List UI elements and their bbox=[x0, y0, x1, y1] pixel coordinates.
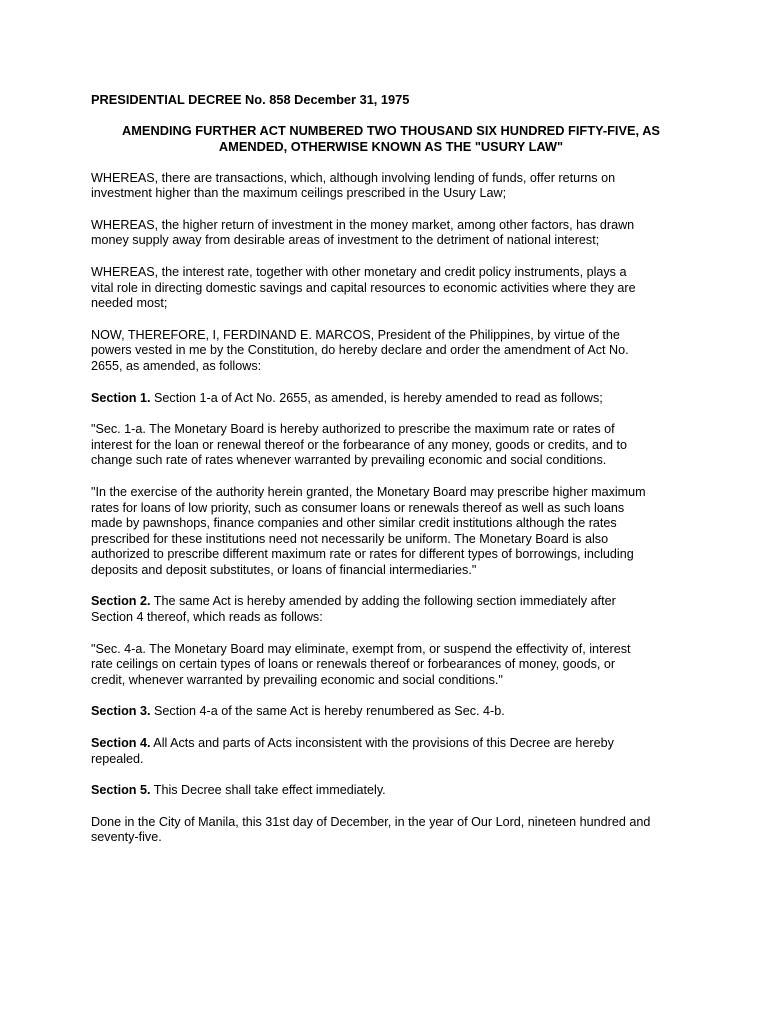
paragraph-line: made by pawnshops, finance companies and other similar credit institutions although the rates bbox=[91, 516, 617, 531]
subtitle-line: AMENDED, OTHERWISE KNOWN AS THE "USURY LAW" bbox=[218, 138, 564, 154]
document-heading: PRESIDENTIAL DECREE No. 858 December 31, 1975 bbox=[91, 92, 410, 107]
section-text: Section 4-a of the same Act is hereby renumbered as Sec. 4-b. bbox=[150, 704, 505, 719]
paragraph-line bbox=[91, 736, 691, 752]
paragraph-line: vital role in directing domestic savings and capital resources to economic activities where they are bbox=[91, 280, 636, 295]
section-label: Section 2. bbox=[91, 594, 151, 609]
section-text: Section 1-a of Act No. 2655, as amended, is hereby amended to read as follows; bbox=[150, 390, 603, 405]
section-label: Section 3. bbox=[91, 704, 151, 719]
paragraph-line bbox=[91, 704, 691, 720]
paragraph-line: 2655, as amended, as follows: bbox=[91, 358, 262, 373]
paragraph bbox=[91, 815, 691, 846]
section-text: The same Act is hereby amended by adding the following section immediately after bbox=[150, 594, 616, 609]
paragraph-line: authorized to prescribe different maximum rate or rates for different types of borrowings, including bbox=[91, 547, 634, 562]
subtitle-line: AMENDING FURTHER ACT NUMBERED TWO THOUSAND SIX HUNDRED FIFTY-FIVE, AS bbox=[122, 122, 660, 138]
paragraph bbox=[91, 171, 691, 202]
paragraph-line: seventy-five. bbox=[91, 830, 162, 845]
paragraph bbox=[91, 265, 691, 312]
paragraph-line: interest for the loan or renewal thereof or the forbearance of any money, goods or credits, and to bbox=[91, 437, 628, 452]
paragraph-line: money supply away from desirable areas of investment to the detriment of national interest; bbox=[91, 233, 600, 248]
document-subtitle bbox=[91, 123, 691, 155]
paragraph-line bbox=[91, 594, 691, 610]
section-paragraph bbox=[91, 704, 691, 720]
paragraph-line: WHEREAS, there are transactions, which, although involving lending of funds, offer returns on bbox=[91, 170, 616, 185]
paragraph-list bbox=[91, 171, 691, 846]
paragraph-line: credit, whenever warranted by prevailing economic and social conditions." bbox=[91, 672, 503, 687]
section-text: All Acts and parts of Acts inconsistent with the provisions of this Decree are hereby bbox=[150, 736, 614, 751]
section-paragraph bbox=[91, 736, 691, 767]
paragraph bbox=[91, 422, 691, 469]
paragraph bbox=[91, 328, 691, 375]
paragraph-line: rate ceilings on certain types of loans or renewals thereof or forbearances of money, goods, or bbox=[91, 657, 616, 672]
section-label: Section 5. bbox=[91, 783, 151, 798]
paragraph-line: repealed. bbox=[91, 751, 144, 766]
paragraph-line: change such rate of rates whenever warranted by prevailing economic and social conditions. bbox=[91, 453, 607, 468]
paragraph-line: needed most; bbox=[91, 296, 168, 311]
paragraph-line: WHEREAS, the interest rate, together with other monetary and credit policy instruments, plays a bbox=[91, 264, 627, 279]
document-body bbox=[91, 92, 691, 862]
paragraph-line: investment higher than the maximum ceilings prescribed in the Usury Law; bbox=[91, 186, 507, 201]
paragraph-line: Section 4 thereof, which reads as follows: bbox=[91, 610, 323, 625]
paragraph-line: deposits and deposit substitutes, or loans of financial intermediaries." bbox=[91, 562, 477, 577]
paragraph-line: "In the exercise of the authority herein granted, the Monetary Board may prescribe higher maximum bbox=[91, 484, 646, 499]
section-paragraph bbox=[91, 594, 691, 625]
paragraph bbox=[91, 485, 691, 579]
paragraph bbox=[91, 218, 691, 249]
paragraph bbox=[91, 642, 691, 689]
paragraph-line: WHEREAS, the higher return of investment in the money market, among other factors, has drawn bbox=[91, 217, 635, 232]
section-paragraph bbox=[91, 783, 691, 799]
paragraph-line bbox=[91, 391, 691, 407]
paragraph-line: NOW, THEREFORE, I, FERDINAND E. MARCOS, President of the Philippines, by virtue of the bbox=[91, 327, 620, 342]
section-paragraph bbox=[91, 391, 691, 407]
paragraph-line: rates for loans of low priority, such as consumer loans or renewals thereof as well as such loans bbox=[91, 500, 625, 515]
paragraph-line: Done in the City of Manila, this 31st day of December, in the year of Our Lord, nineteen hundred and bbox=[91, 814, 651, 829]
section-text: This Decree shall take effect immediately. bbox=[150, 783, 386, 798]
section-label: Section 1. bbox=[91, 390, 151, 405]
paragraph-line: prescribed for these institutions need not necessarily be uniform. The Monetary Board is also bbox=[91, 531, 609, 546]
section-label: Section 4. bbox=[91, 736, 151, 751]
paragraph-line: "Sec. 1-a. The Monetary Board is hereby authorized to prescribe the maximum rate or rates of bbox=[91, 422, 615, 437]
paragraph-line: powers vested in me by the Constitution, do hereby declare and order the amendment of Act No. bbox=[91, 343, 629, 358]
paragraph-line: "Sec. 4-a. The Monetary Board may eliminate, exempt from, or suspend the effectivity of, interest bbox=[91, 641, 631, 656]
paragraph-line bbox=[91, 783, 691, 799]
